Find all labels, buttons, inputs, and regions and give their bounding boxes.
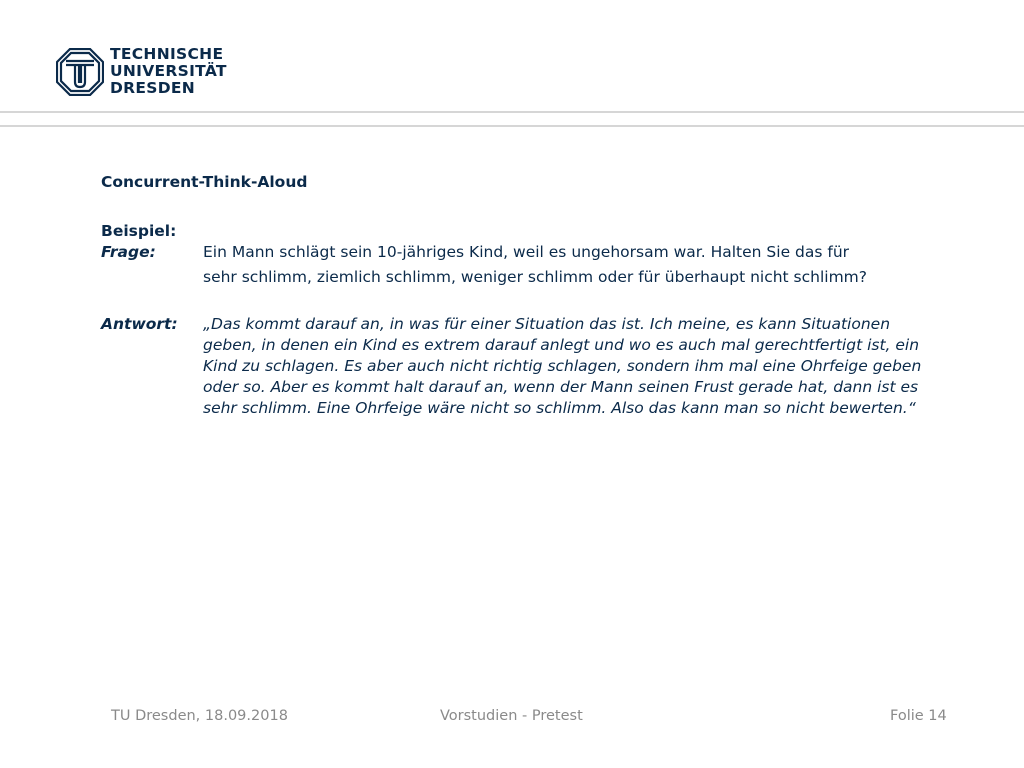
question-label: Frage: — [101, 243, 156, 261]
header-divider-top — [0, 111, 1024, 113]
question-line-rest: sehr schlimm, ziemlich schlimm, weniger schlimm oder für überhaupt nicht schlimm? — [203, 268, 868, 286]
footer-topic: Vorstudien - Pretest — [440, 708, 583, 724]
example-heading: Beispiel: — [101, 222, 177, 240]
question-text — [203, 242, 941, 288]
footer-slide-number: Folie 14 — [890, 708, 947, 724]
logo-line-2: UNIVERSITÄT — [110, 62, 227, 80]
header-divider-bottom — [0, 125, 1024, 127]
answer-row — [101, 314, 941, 419]
tu-dresden-emblem-icon — [56, 48, 104, 96]
question-row — [101, 242, 941, 288]
answer-text: „Das kommt darauf an, in was für einer Situation das ist. Ich meine, es kann Situationen geben, in denen ein Kind es extrem darauf anlegt und wo es auch mal gerechtfertigt ist, ein Kind zu schlagen. Es aber auch nicht richtig schlagen, sondern ihm mal eine Ohrfeige geben oder so. Aber es kommt halt darauf an, wenn der Mann seinen Frust gerade hat, dann ist es sehr schlimm. Eine Ohrfeige wäre nicht so schlimm. Also das kann man so nicht bewerten.“ — [203, 315, 922, 417]
logo-line-3: DRESDEN — [110, 79, 196, 97]
answer-label: Antwort: — [101, 315, 178, 333]
question-line-1: Ein Mann schlägt sein 10-jähriges Kind, weil es ungehorsam war. Halten Sie das für — [203, 243, 850, 261]
logo-line-1: TECHNISCHE — [110, 45, 224, 63]
slide-title: Concurrent-Think-Aloud — [101, 173, 308, 191]
slide-content — [101, 172, 941, 419]
university-logo — [56, 46, 226, 100]
footer-date: TU Dresden, 18.09.2018 — [111, 708, 288, 724]
logo-wordmark — [110, 46, 227, 97]
